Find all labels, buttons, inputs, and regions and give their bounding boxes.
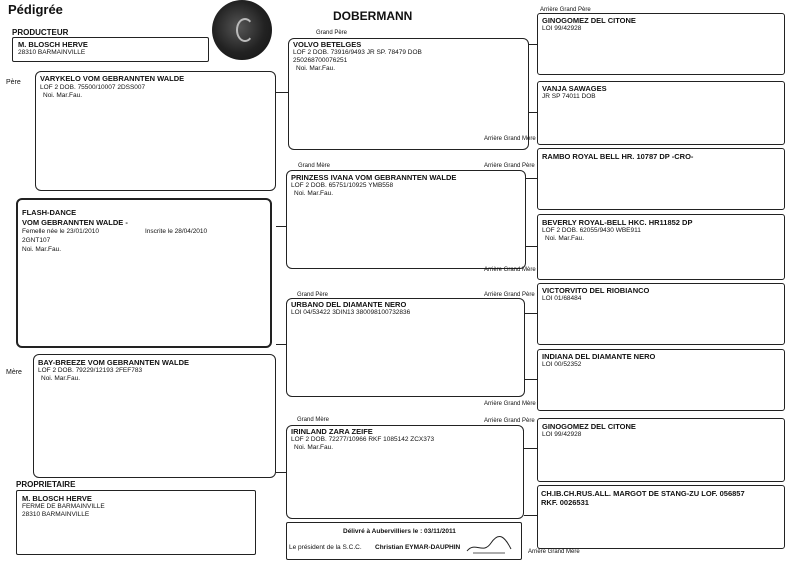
- gp1-box: [288, 38, 529, 150]
- ggp6-name: INDIANA DEL DIAMANTE NERO: [542, 352, 656, 361]
- mother-box: [33, 354, 276, 478]
- mother-label: Mère: [6, 369, 22, 376]
- gp2-lof: LOF 2 DOB. 65751/10925 YMB558: [291, 182, 394, 189]
- gp4-box: [286, 425, 524, 519]
- gp1-name: VOLVO BETELGES: [293, 40, 362, 49]
- ggp3-box: [537, 148, 785, 210]
- ggp7-box: [537, 418, 785, 482]
- ggp1-name: GINOGOMEZ DEL CITONE: [542, 16, 636, 25]
- ggp4-color: Noi. Mar.Fau.: [545, 235, 585, 242]
- dog-birth: Femelle née le 23/01/2010: [22, 228, 99, 235]
- producer-address: 28310 BARMAINVILLE: [18, 49, 86, 56]
- dog-box: [16, 198, 272, 348]
- mother-color: Noi. Mar.Fau.: [41, 375, 81, 382]
- ggp2-box: [537, 81, 785, 145]
- ggp3-label: Arrière Grand Père: [484, 163, 535, 169]
- ggp6-box: [537, 349, 785, 411]
- producer-box: [12, 37, 209, 62]
- gp4-label: Grand Mère: [297, 417, 330, 423]
- gp3-name: URBANO DEL DIAMANTE NERO: [291, 300, 407, 309]
- gp4-name: IRINLAND ZARA ZEIFE: [291, 427, 373, 436]
- ggp8-label: Arrière Grand Mère: [528, 549, 580, 555]
- ggp4-name: BEVERLY ROYAL-BELL HKC. HR11852 DP: [542, 218, 693, 227]
- ggp5-lof: LOI 01/68484: [542, 295, 582, 302]
- gp2-box: [286, 170, 526, 269]
- ggp7-label: Arrière Grand Père: [484, 418, 535, 424]
- ggp7-lof: LOI 99/42928: [542, 431, 582, 438]
- scc-seal-logo: [212, 0, 272, 60]
- ggp5-name: VICTORVITO DEL RIOBIANCO: [542, 286, 650, 295]
- dog-inscription: Inscrite le 28/04/2010: [145, 228, 208, 235]
- gp4-lof: LOF 2 DOB. 72277/10966 RKF 1085142 ZCX373: [291, 436, 435, 443]
- dog-name-line2: VOM GEBRANNTEN WALDE -: [22, 218, 128, 227]
- dog-name-line1: FLASH-DANCE: [22, 208, 77, 217]
- ggp8-box: [537, 485, 785, 549]
- ggp4-lof: LOF 2 DOB. 62055/9430 WBE911: [542, 227, 641, 234]
- owner-box: [16, 490, 256, 555]
- father-color: Noi. Mar.Fau.: [43, 92, 83, 99]
- ggp2-lof: JR SP 74011 DOB: [542, 93, 596, 100]
- ggp2-name: VANJA SAWAGES: [542, 84, 607, 93]
- ggp3-name: RAMBO ROYAL BELL HR. 10787 DP -CRO-: [542, 152, 694, 161]
- owner-address: 28310 BARMAINVILLE: [22, 511, 90, 518]
- gp2-label: Grand Mère: [298, 163, 331, 169]
- ggp4-box: [537, 214, 785, 280]
- page-title: Pédigrée: [8, 2, 63, 17]
- gp4-color: Noi. Mar.Fau.: [294, 444, 334, 451]
- ggp5-label: Arrière Grand Père: [484, 292, 535, 298]
- owner-label: PROPRIETAIRE: [16, 480, 76, 489]
- ggp5-box: [537, 283, 785, 345]
- owner-line2: FERME DE BARMAINVILLE: [22, 503, 105, 510]
- father-box: [35, 71, 276, 191]
- mother-name: BAY-BREEZE VOM GEBRANNTEN WALDE: [38, 358, 189, 367]
- ggp1-box: [537, 13, 785, 75]
- delivery-stamp: [286, 522, 522, 560]
- ggp6-label: Arrière Grand Mère: [484, 401, 536, 407]
- gp3-label: Grand Père: [297, 292, 329, 298]
- gp3-lof: LOI 04/53422 3DIN13 380098100732836: [291, 309, 411, 316]
- ggp7-name: GINOGOMEZ DEL CITONE: [542, 422, 636, 431]
- ggp8-lof: RKF. 0026531: [541, 498, 589, 507]
- side-code: [0, 465, 1, 532]
- gp2-color: Noi. Mar.Fau.: [294, 190, 334, 197]
- breed-title: DOBERMANN: [333, 9, 413, 23]
- ggp1-lof: LOI 99/42928: [542, 25, 582, 32]
- ggp2-label: Arrière Grand Mère: [484, 136, 536, 142]
- ggp1-label: Arrière Grand Père: [540, 7, 591, 13]
- producer-name: M. BLOSCH HERVE: [18, 40, 88, 49]
- father-label: Père: [6, 79, 21, 86]
- gp1-label: Grand Père: [316, 30, 348, 36]
- ggp6-lof: LOI 00/52352: [542, 361, 582, 368]
- gp1-color: Noi. Mar.Fau.: [296, 65, 336, 72]
- gp1-id: 250268700076251: [293, 57, 348, 64]
- president-name: Christian EYMAR-DAUPHIN: [375, 544, 461, 551]
- gp3-box: [286, 298, 525, 397]
- dog-tattoo: 2GNT107: [22, 237, 51, 244]
- father-lof: LOF 2 DOB. 75500/10007 2DSS007: [40, 84, 146, 91]
- dog-color: Noi. Mar.Fau.: [22, 246, 62, 253]
- president-label: Le président de la S.C.C.: [289, 544, 362, 551]
- producer-label: PRODUCTEUR: [12, 28, 69, 37]
- father-name: VARYKELO VOM GEBRANNTEN WALDE: [40, 74, 185, 83]
- gp2-name: PRINZESS IVANA VOM GEBRANNTEN WALDE: [291, 173, 457, 182]
- mother-lof: LOF 2 DOB. 79229/12193 2FEF783: [38, 367, 143, 374]
- ggp8-name: CH.IB.CH.RUS.ALL. MARGOT DE STANG-ZU LOF. 056857: [541, 489, 745, 498]
- gp1-lof: LOF 2 DOB. 73916/9493 JR SP. 78479 DOB: [293, 49, 422, 56]
- delivery-text: Délivré à Aubervilliers le : 03/11/2011: [343, 528, 456, 535]
- signature-icon: [465, 531, 515, 557]
- ggp4-label: Arrière Grand Mère: [484, 267, 536, 273]
- owner-name: M. BLOSCH HERVE: [22, 494, 92, 503]
